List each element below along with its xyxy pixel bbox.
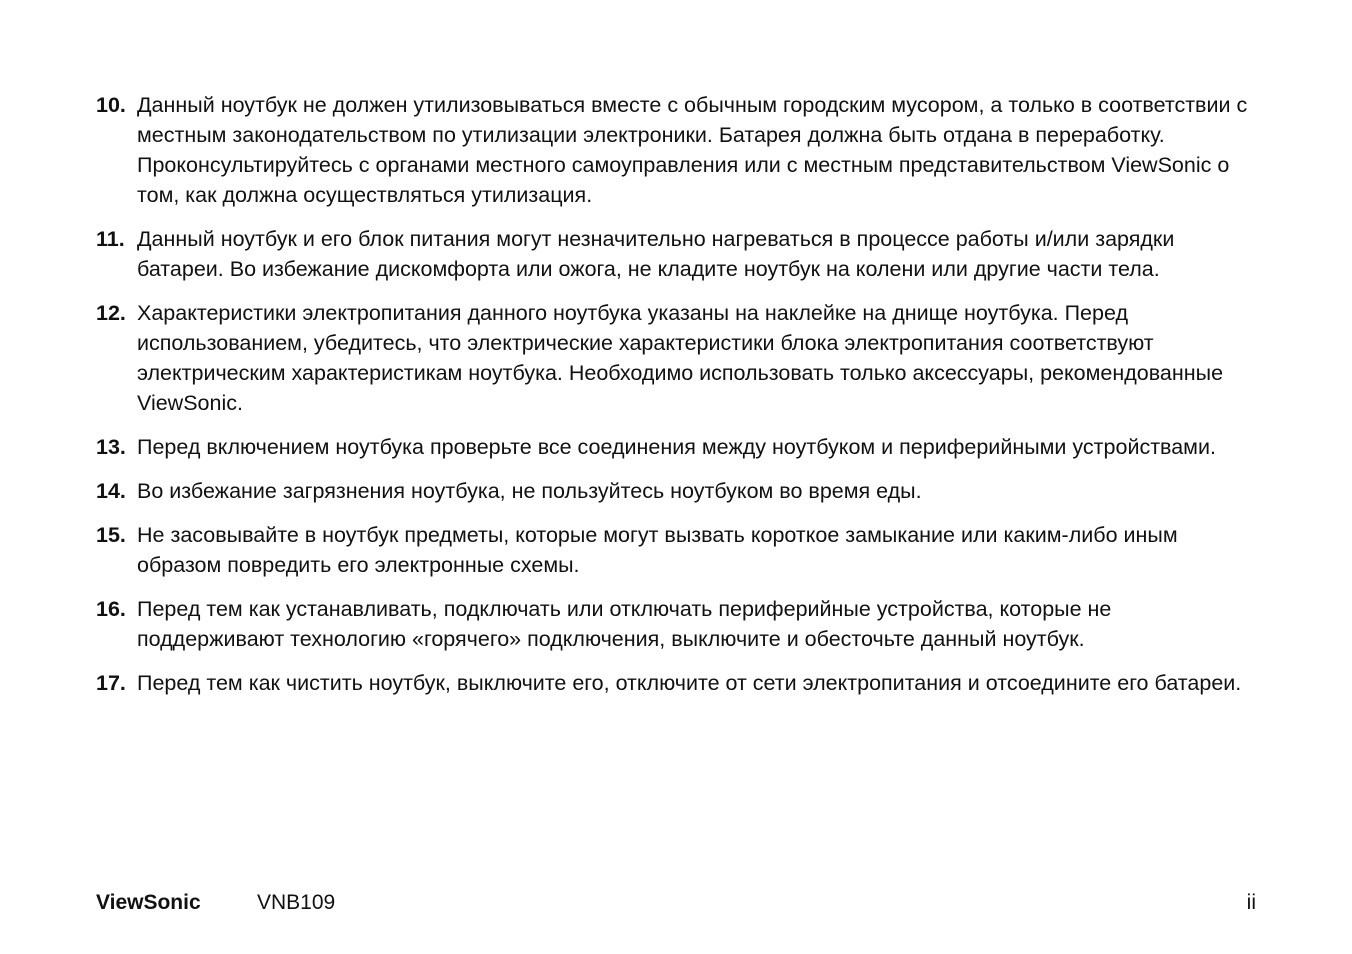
item-text: Перед тем как чистить ноутбук, выключите его, отключите от сети электропитания и отсоедините его батареи. (137, 671, 1242, 695)
list-item (96, 476, 1260, 506)
item-text: Перед тем как устанавливать, подключать или отключать периферийные устройства, которые не поддерживают технологию «горячего» подключения, выключите и обесточьте данный ноутбук. (137, 597, 1112, 651)
item-number: 14. (96, 479, 126, 503)
item-text: Перед включением ноутбука проверьте все соединения между ноутбуком и периферийными устройствами. (137, 435, 1216, 459)
item-text: Данный ноутбук и его блок питания могут незначительно нагреваться в процессе работы и/или зарядки батареи. Во избежание дискомфорта или ожога, не кладите ноутбук на колени или другие части тела. (137, 227, 1175, 281)
item-number: 16. (96, 597, 126, 621)
item-number: 11. (96, 227, 125, 251)
list-item (96, 224, 1260, 284)
item-text: Характеристики электропитания данного ноутбука указаны на наклейке на днище ноутбука. Перед использованием, убедитесь, что электрические характеристики блока электропитания соответствуют электрическим характеристикам ноутбука. Необходимо использовать только аксессуары, рекомендованные ViewSonic. (137, 301, 1224, 415)
footer-brand: ViewSonic (96, 891, 201, 914)
list-item (96, 594, 1260, 654)
item-number: 10. (96, 93, 126, 117)
list-item (96, 298, 1260, 418)
item-text: Во избежание загрязнения ноутбука, не пользуйтесь ноутбуком во время еды. (137, 479, 922, 503)
list-item (96, 90, 1260, 210)
footer-model: VNB109 (257, 891, 336, 914)
item-number: 15. (96, 523, 126, 547)
item-text: Не засовывайте в ноутбук предметы, которые могут вызвать короткое замыкание или каким-либо иным образом повредить его электронные схемы. (137, 523, 1178, 577)
item-number: 13. (96, 435, 126, 459)
page-number: ii (1246, 891, 1256, 914)
item-number: 17. (96, 671, 126, 695)
list-item (96, 520, 1260, 580)
safety-instructions-list (96, 90, 1260, 712)
list-item (96, 432, 1260, 462)
list-item (96, 668, 1260, 698)
item-number: 12. (96, 301, 126, 325)
item-text: Данный ноутбук не должен утилизовываться вместе с обычным городским мусором, а только в соответствии с местным законодательством по утилизации электроники. Батарея должна быть отдана в переработку. Проконсультируйтесь с органами местного самоуправления или с местным представительством ViewSonic о том, как должна осуществляться утилизация. (137, 93, 1248, 207)
page-footer (96, 888, 1256, 918)
